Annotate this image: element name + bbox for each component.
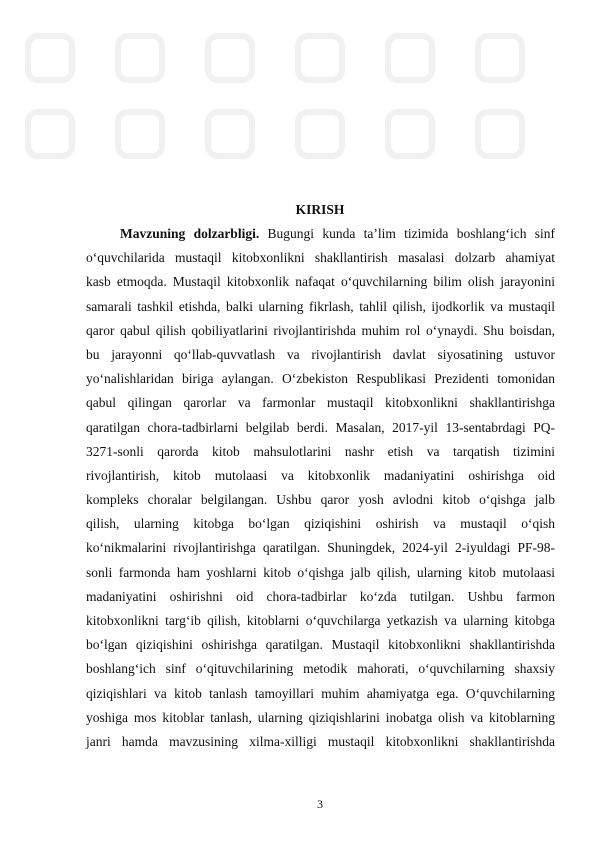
- paragraph-line: qilish, ularning kitobga bo‘lgan qiziqishini oshirish va mustaqil o‘qish: [86, 516, 555, 532]
- paragraph-line: ko‘nikmalarini rivojlantirishga qaratilgan. Shuningdek, 2024-yil 2-iyuldagi PF-98-: [86, 540, 555, 556]
- paragraph-line: qaratilgan chora-tadbirlarni belgilab berdi. Masalan, 2017-yil 13-sentabrdagi PQ-: [86, 419, 555, 435]
- paragraph-line: qabul qilingan qarorlar va farmonlar mustaqil kitobxonlikni shakllantirishga: [86, 395, 555, 411]
- paragraph-line: sonli farmonda ham yoshlarni kitob o‘qishga jalb qilish, ularning kitob mutolaasi: [86, 564, 555, 580]
- paragraph-line: yo‘nalishlaridan biriga aylangan. O‘zbekiston Respublikasi Prezidenti tomonidan: [86, 371, 555, 387]
- section-heading: KIRISH: [295, 202, 345, 217]
- paragraph-line: boshlang‘ich sinf o‘qituvchilarining metodik mahorati, o‘quvchilarning shaxsiy: [86, 661, 555, 677]
- paragraph-line: kasb etmoqda. Mustaqil kitobxonlik nafaqat o‘quvchilarning bilim olish jarayonini: [86, 274, 555, 290]
- paragraph-line: janri hamda mavzusining xilma-xilligi mustaqil kitobxonlikni shakllantirishda: [86, 733, 555, 749]
- page-number: 3: [317, 797, 323, 811]
- paragraph-line: bo‘lgan qiziqishini oshirishga qaratilgan. Mustaqil kitobxonlikni shakllantirishda: [86, 637, 555, 653]
- paragraph-line: samarali tashkil etishda, balki ularning fikrlash, tahlil qilish, ijodkorlik va mustaqil: [86, 298, 555, 314]
- paragraph-line: rivojlantirish, kitob mutolaasi va kitobxonlik madaniyatini oshirishga oid: [86, 467, 555, 483]
- paragraph-line: madaniyatini oshirishni oid chora-tadbirlar ko‘zda tutilgan. Ushbu farmon: [86, 588, 555, 604]
- paragraph-line: bu jarayonni qo‘llab-quvvatlash va rivojlantirish davlat siyosatining ustuvor: [86, 346, 555, 362]
- paragraph-line: 3271-sonli qarorda kitob mahsulotlarini nashr etish va tarqatish tizimini: [86, 443, 555, 459]
- paragraph-line: kompleks choralar belgilangan. Ushbu qaror yosh avlodni kitob o‘qishga jalb: [86, 492, 555, 508]
- paragraph-line: yoshiga mos kitoblar tanlash, ularning qiziqishlarini inobatga olish va kitoblarning: [86, 709, 555, 725]
- paragraph-line: Mavzuning dolzarbligi. Bugungi kunda ta’lim tizimida boshlang‘ich sinf: [120, 226, 555, 241]
- paragraph-line: qaror qabul qilish qobiliyatlarini rivojlantirishda muhim rol o‘ynaydi. Shu boisdan,: [86, 322, 555, 338]
- paragraph-line: kitobxonlikni targ‘ib qilish, kitoblarni o‘quvchilarga yetkazish va ularning kitobga: [86, 613, 555, 628]
- body-paragraph: [86, 222, 555, 754]
- paragraph-line: qiziqishlari va kitob tanlash tamoyillari muhim ahamiyatga ega. O‘quvchilarning: [86, 685, 555, 701]
- paragraph-line: o‘quvchilarida mustaqil kitobxonlikni shakllantirish masalasi dolzarb ahamiyat: [86, 250, 555, 266]
- paragraph-lead: Mavzuning dolzarbligi.: [120, 226, 260, 241]
